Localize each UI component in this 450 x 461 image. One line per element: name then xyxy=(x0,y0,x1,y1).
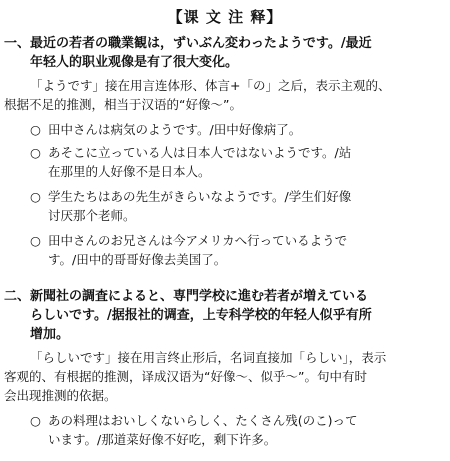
section1-heading-line2: 年轻人的职业观像是有了很大变化。 xyxy=(30,55,239,70)
section1-explanation-line1: 「ようです」接在用言连体形、体言+「の」之后，表示主观的、 xyxy=(30,78,391,93)
section1-explanation-line2: 根据不足的推测，相当于汉语的“好像～”。 xyxy=(4,97,242,112)
section1-heading-line1: 一、最近の若者の職業観は，ずいぶん変わったようです。/最近 xyxy=(4,36,372,51)
section2-explanation-line1: 「らしいです」接在用言终止形后，名词直接加「らしい」，表示 xyxy=(30,350,387,365)
bullet-circle-icon: ○ xyxy=(30,145,41,160)
section1-example1-line1: 田中さんは病気のようです。/田中好像病了。 xyxy=(48,122,302,137)
section2-heading-line2: らしいです。/据报社的调查，上专科学校的年轻人似乎有所 xyxy=(30,308,372,323)
section2-explanation-line2: 客观的、有根据的推测，译成汉语为“好像～、似乎～”。句中有时 xyxy=(4,369,367,384)
section2-heading-line3: 增加。 xyxy=(30,327,70,342)
bullet-circle-icon: ○ xyxy=(30,122,41,137)
section2-explanation-line3: 会出现推测的依据。 xyxy=(4,388,117,403)
section2-heading-line1: 二、新聞社の調査によると、専門学校に進む若者が増えている xyxy=(4,289,369,304)
bullet-circle-icon: ○ xyxy=(30,413,41,428)
bullet-circle-icon: ○ xyxy=(30,189,41,204)
section2-example1-line2: います。/那道菜好像不好吃，剩下许多。 xyxy=(48,432,277,447)
section1-example2-line2: 在那里的人好像不是日本人。 xyxy=(48,164,211,179)
section1-example2-line1: あそこに立っている人は日本人ではないようです。/站 xyxy=(48,145,352,160)
bullet-circle-icon: ○ xyxy=(30,233,41,248)
section2-example1-line1: あの料理はおいしくないらしく、たくさん残(のこ)って xyxy=(48,413,358,428)
section1-example4-line1: 田中さんのお兄さんは今アメリカへ行っているようで xyxy=(48,233,348,248)
section1-example3-line2: 讨厌那个老师。 xyxy=(48,208,136,223)
section1-example3-line1: 学生たちはあの先生がきらいなようです。/学生们好像 xyxy=(48,189,352,204)
page-title: 【课 文 注 释】 xyxy=(167,8,283,26)
section1-example4-line2: す。/田中的哥哥好像去美国了。 xyxy=(48,252,227,267)
